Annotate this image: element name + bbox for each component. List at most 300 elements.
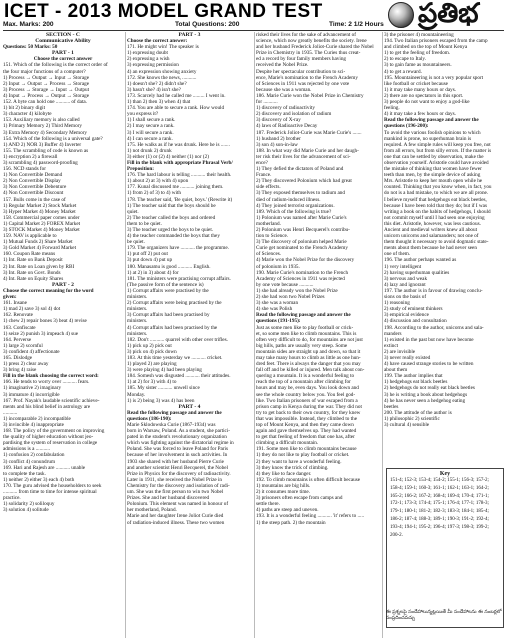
text-line: that was impossible. Instead, they climbed to the: [256, 415, 357, 422]
text-line: them to be quiet.: [127, 220, 162, 227]
text-line: 3) They exposed themselves to radium and: [256, 190, 345, 197]
text-line: may take many hours to climb as little as one hun-: [256, 354, 361, 361]
text-line: Mrs. Aristotle to keep her mouth open while he: [384, 178, 483, 185]
text-line: 4) discussion and consultation: [384, 318, 447, 325]
text-line: 2) They discovered Polonium which had great: [256, 178, 352, 185]
text-line: them thought it necessary to avoid dogmatic state-: [384, 239, 489, 246]
text-line: 3) she was a woman: [256, 300, 299, 307]
text-line: 3) they know the trick of climbing.: [256, 464, 329, 471]
text-line: 3) the prisoner 4) mountaineering: [384, 32, 454, 38]
text-line: 195. Mountaineering is not a very popular sport: [384, 74, 484, 81]
text-line: 3) confident 4) affectionate: [3, 348, 60, 355]
text-line: received the Nobel Prize.: [256, 62, 309, 69]
text-line: Prize in Chemistry in 1935. The Curies thus creat-: [256, 50, 361, 57]
text-line: 3) he is writing a book about hedgehogs: [384, 391, 468, 398]
text-line: manders: [384, 330, 402, 337]
text-line: big hills, paths are usually very steep. Some: [256, 342, 348, 349]
text-line: 4) Corrupt affairs had been practised by the: [127, 324, 218, 331]
text-line: 154. Which of the following is a universal gate?: [3, 135, 103, 142]
text-line: I believe myself that hedgehogs eat black beetles,: [384, 196, 487, 203]
text-line: Ancient and medieval writers knew all about: [384, 227, 478, 233]
text-line: of Sciences.: [256, 251, 282, 258]
text-line: Marie and her daughter Irene Joliot Curie died: [127, 513, 224, 520]
text-line: prison camp in Kenya during the war. They did not: [256, 403, 362, 410]
text-line: 173. Scarcely had he called me ......... I went in.: [127, 92, 226, 99]
text-line: Curie get nominated to the French Academy: [256, 245, 348, 252]
text-line: Chemistry for the discovery and isolation of radi-: [127, 482, 230, 489]
text-line: 2) discovery and isolation of radium: [256, 111, 332, 118]
text-line: 4) I can secure a rank.: [127, 135, 173, 142]
text-line: the mistake of thinking that women have fewer: [384, 166, 482, 173]
text-line: 1) very intelligent: [384, 263, 422, 270]
pratibha-logo: [388, 0, 506, 31]
text-line: 1) at 2) in 3) about 4) for: [127, 269, 179, 276]
text-line: 171. He might win! The speaker is: [127, 44, 199, 51]
text-line: ed a record by four family members having: [256, 56, 347, 63]
text-line: 192. To climb mountains is often difficult because: [256, 476, 361, 483]
text-line: 1) the steep path. 2) the mountain: [256, 519, 326, 526]
text-line: 1) Regular Market 2) Stock Market: [3, 202, 77, 209]
text-line: one of them.: [384, 251, 411, 258]
text-line: sions on the basis of: [384, 294, 427, 301]
text-line: 162. Renovate: [3, 312, 33, 319]
max-marks: Max. Marks: 200: [3, 21, 54, 28]
text-line: Communicative Ability: [35, 38, 91, 45]
text-line: observation yourself. Aristotle could have avoided: [384, 159, 489, 166]
text-line: 1) I shall secure a rank.: [127, 117, 176, 124]
text-line: 1) discovery of radioactivity: [256, 105, 315, 112]
text-line: 1) she had already won the Nobel Prize: [256, 287, 338, 294]
text-line: be quiet.: [127, 239, 145, 246]
text-line: 2) I may secure a rank.: [127, 123, 175, 130]
text-line: 1) large 2) scornful: [3, 342, 43, 349]
text-line: 1) Capital Market 2) FOREX Market: [3, 220, 81, 227]
text-line: PART - 1: [52, 50, 74, 57]
text-line: Prize in Physics for the discovery of radioactivity.: [127, 470, 231, 477]
text-line: 3) discovery of X-ray: [256, 117, 301, 124]
text-line: counted. Thinking that you know when, in fact, you: [384, 184, 492, 191]
column-divider: [254, 32, 255, 638]
text-line: 4) They joined terrorist organizations.: [256, 202, 335, 209]
answer-key-row: 172-1; 173-3; 174-4; 175-1; 176-4; 177-1; 178-3;: [390, 501, 489, 507]
text-line: 2) there are no spectators in this sport.: [384, 92, 464, 99]
answer-key-row: 179-1; 180-1; 181-2; 182-3; 183-3; 184-1; 185-4;: [390, 509, 489, 515]
text-line: 3) Corrupt affairs had been practised by: [127, 312, 210, 319]
answer-key-row: 165-2; 166-2; 167-2; 168-4; 169-4; 170-4; 171-1;: [390, 493, 489, 499]
text-line: 3) scrambling 4) password-proofing: [3, 159, 78, 166]
text-line: died of radium-induced illness.: [256, 196, 321, 203]
text-line: 153. Auxiliary memory is also called: [3, 117, 80, 124]
text-line: 2) study of eminent thinkers: [384, 306, 443, 313]
text-line: because of her involvement in such activities. In: [127, 452, 228, 459]
text-line: 194. Two Italian prisoners escaped from the camp: [384, 38, 488, 45]
text-line: 160. Coupon Rate means: [3, 251, 56, 258]
text-line: Later in 1911, she received the Nobel Prize in: [127, 476, 223, 483]
text-line: pardising the system of reservation in college: [3, 440, 98, 447]
text-line: ministers.: [127, 318, 148, 325]
text-line: science, which now greatly benefits the society. Irene: [256, 38, 367, 45]
text-line: to get that feeling of freedom that one has, after: [256, 434, 355, 441]
text-line: 1) philosophic 2) scientific: [384, 415, 440, 422]
text-line: pated in the student's revolutionary organization: [127, 434, 227, 441]
text-line: of Sciences in 1911 was rejected by one vote: [256, 80, 350, 87]
text-line: 167. Prof. Nayak's laudable scientific achieve-: [3, 397, 100, 404]
text-line: (The passive form of the sentence is): [127, 281, 204, 288]
text-line: 159. NAV is applicable to: [3, 233, 57, 240]
text-line: motherland.: [256, 220, 281, 227]
text-line: dred feet. There is always the danger that you may: [256, 361, 361, 368]
text-line: 1) played 2) are playing: [127, 361, 177, 368]
text-line: 158. Commercial paper comes under: [3, 214, 80, 221]
text-line: about them: [384, 367, 408, 374]
text-line: 198. According to the author, unicorns and sala-: [384, 324, 484, 331]
text-line: 3) never really existed: [384, 354, 431, 361]
text-line: 183. At this time yesterday we ........... cricket.: [127, 354, 223, 361]
text-line: 3) character 4) kilobyte: [3, 111, 52, 118]
text-line: 3) conflict 4) conundrum: [3, 458, 56, 465]
globe-icon: [388, 2, 414, 28]
text-line: 4) laws of Radioactive Decay: [256, 123, 318, 130]
page-title: ICET - 2013 MODEL GRAND TEST: [4, 1, 323, 22]
text-line: 1) imaginative 2) imaginary: [3, 385, 62, 392]
text-line: PART - 4: [178, 403, 201, 410]
text-line: 1) they do not like to play football or cricket.: [256, 452, 350, 459]
text-line: like football or cricket because: [384, 80, 448, 87]
text-line: 1) incomparable 2) incompatible: [3, 415, 71, 422]
text-line: 151. Which of the following is the correct order of: [3, 62, 108, 69]
text-line: 1) to get the feeling of freedom.: [384, 50, 451, 57]
text-line: 1) neither 2) either 3) each 4) both: [3, 476, 75, 483]
text-line: ments and his blind belief in astrology are: [3, 403, 91, 410]
text-line: 3) Gold Market 4) Forward Market: [3, 245, 77, 252]
text-line: Read the following passage and answer the: [256, 312, 351, 319]
text-line: SECTION - C: [46, 32, 80, 38]
text-line: 3) people do not want to enjoy a god-like: [384, 99, 470, 106]
text-line: feeling.: [384, 105, 400, 112]
text-line: and another scientist Henri Becquerel, the Nobel: [127, 464, 228, 471]
text-line: Academy of Sciences in 1911 was rejected: [256, 275, 345, 282]
text-line: beetles: [384, 403, 399, 410]
text-line: like. Two Italian prisoners of war escaped from a: [256, 397, 358, 404]
text-line: 1) hedgehogs eat black beetles: [384, 379, 448, 386]
text-line: et, so some men like to climb mountains. This is: [256, 330, 357, 337]
text-line: 187. Frederick Joliot-Curie was Marie Curie's .......: [256, 129, 362, 136]
text-line: 1) They defied the dictators of Poland and: [256, 166, 344, 173]
text-line: 189. Which of the following is true?: [256, 208, 332, 215]
text-line: required. A few simple rules will keep you free, not: [384, 141, 491, 148]
text-line: 3) The teacher urged the boys to be quiet.: [127, 227, 214, 233]
text-line: 1) confusion 2) confabulation: [3, 452, 65, 459]
text-line: 3) cultural 4) sensible: [384, 422, 430, 428]
text-line: 2) having superhuman qualities: [384, 269, 450, 276]
text-line: 1) bit 2) binary digit: [3, 105, 46, 112]
text-line: because I have been told that they do; but if I was: [384, 202, 487, 209]
text-line: 1) solidarity 2) soliloquy: [3, 501, 55, 508]
text-line: 3) Extra Memory 4) Secondary Memory: [3, 129, 87, 136]
text-line: 4) lazy and ignorant: [384, 281, 426, 288]
text-line: 196. The author perhaps wanted as: [384, 257, 457, 264]
text-line: 3) either (1) or (2) 4) neither (1) nor (2): [127, 153, 209, 160]
text-line: 3) I will secure a rank.: [127, 129, 174, 136]
text-line: which was fighting against the dictatorial regime in: [127, 440, 234, 447]
text-line: 1) it may take many hours or days.: [384, 86, 457, 93]
text-line: ter risk their lives for the advancement of sci-: [256, 153, 351, 160]
text-line: 2) Polonium was Henri Becquerel's contribu-: [256, 227, 350, 233]
text-line: 2) are invisible: [384, 348, 416, 355]
text-line: 2) Corrupt affairs were being practised by the: [127, 300, 222, 307]
text-line: quering a mountain. It is a wonderful feeling to: [256, 373, 355, 380]
text-line: ministers.: [127, 306, 148, 313]
text-line: 180. Manasamu is good ........... English.: [127, 263, 211, 270]
text-line: 191. Some men like to climb mountains because: [256, 446, 357, 453]
text-line: 161. Insane: [3, 300, 27, 307]
page-header: [0, 0, 507, 30]
text-line: 1) encryption 2) a firewall: [3, 153, 58, 160]
text-line: of radiation-induced illness. These two women: [127, 519, 225, 526]
footer-note: ఈ ప్రశ్నలపై సందేహాలున్నట్లయితే మీ సందేహాలను ఈ నంబర్లలో సంప్రదించవచ్చు: [386, 610, 502, 621]
text-line: 1) about 2) at 3) with 4) upon: [127, 178, 189, 185]
text-line: ence, Marie's nomination to the French Academy: [256, 74, 358, 81]
text-line: 1) Polonium was named after Marie Curie's: [256, 214, 347, 221]
text-line: ministers.: [127, 294, 148, 301]
text-line: 182. Don't ........... quarrel with other over trifles.: [127, 336, 228, 343]
text-line: Polonium. This element was named in honour of: [127, 501, 229, 508]
text-line: 4) Non Convertible Discount: [3, 190, 64, 197]
text-line: 3) Non Convertible Debenture: [3, 184, 67, 191]
column-divider: [125, 32, 126, 638]
text-line: 184. Somesh was disgusted ........... their attitudes.: [127, 373, 231, 380]
text-line: 186. Marie Curie won the Nobel Prize in Chemistry: [256, 92, 364, 99]
text-line: 190. Marie Curie's nomination to the French: [256, 269, 349, 276]
text-line: 4) the teacher commanded the boys that they: [127, 233, 220, 240]
text-line: 179. The organizers have ........... the programme.: [127, 245, 229, 252]
text-line: Fill in the blank choosing the correct word:: [3, 373, 99, 380]
text-line: 4) he has never seen a hedgehog eating: [384, 397, 466, 404]
text-line: and her husband Frederick Joliot-Curie shared the Nobel: [256, 44, 374, 51]
column-2: [127, 32, 252, 640]
text-line: from all errors, but from silly errors. If the matter is: [384, 147, 492, 154]
text-line: 166. He tends to worry over ........... fears.: [3, 379, 90, 386]
answer-key-rows: [387, 477, 503, 539]
text-line: see the whole country below you. You feel god-: [256, 391, 356, 398]
text-line: 3) immature 4) incorrigible: [3, 391, 60, 398]
text-line: Read the following passage and answer the: [384, 117, 479, 124]
answer-key-row: 193-4; 194-1; 195-2; 196-4; 197-3; 198-3; 199-2;: [390, 524, 489, 530]
text-line: admissions is a ...........: [3, 446, 50, 453]
text-line: 1) husband 2) brother: [256, 135, 301, 142]
text-line: 155. The scrambling of code is known as: [3, 147, 89, 154]
text-line: 1) at 2) for 3) with 4) to: [127, 379, 177, 386]
column-1: [3, 32, 123, 640]
text-line: 1) existed in the past but now have become: [384, 336, 474, 343]
text-line: 1) reasoning: [384, 300, 410, 307]
text-line: 199. The author implies that: [384, 373, 443, 380]
text-line: Just as some men like to play football or crick-: [256, 324, 354, 331]
header-divider: [3, 30, 504, 31]
text-line: 197. The author is in favour of drawing conclu-: [384, 287, 483, 294]
text-line: tion to Science.: [256, 233, 289, 240]
text-line: Monday.: [127, 391, 146, 398]
text-line: 1) Non Convertible Demand: [3, 172, 63, 179]
text-line: 1) not drunk 2) drunk: [127, 147, 172, 154]
text-line: 174. You are able to secure a rank. How would: [127, 105, 225, 112]
text-line: 2) she had won two Nobel Prizes: [256, 294, 325, 301]
exam-time: Time: 2 1/2 Hours: [329, 21, 384, 28]
text-line: 4) paths are steep and uneven.: [256, 507, 319, 514]
text-line: 188. In what way did Marie Curie and her daugh-: [256, 147, 359, 154]
text-line: 178. The teacher said, 'Be quiet, boys.' (Rewrite it): [127, 196, 233, 203]
text-line: 172. She knows the news, ...........: [127, 74, 197, 81]
text-line: again and gave themselves up. They had wanted: [256, 428, 357, 435]
text-line: to complete the task.: [3, 470, 46, 477]
text-line: 3) were playing 4) had been playing: [127, 367, 202, 374]
text-line: 1) Corrupt affairs were practised by the: [127, 287, 209, 294]
text-line: this diet. Aristotle, however, was less cautious.: [384, 220, 481, 227]
text-line: Despite her spectacular contribution to sci-: [256, 68, 346, 75]
text-line: often very difficult to do, for mountains are not just: [256, 336, 363, 343]
text-line: you express it?: [127, 111, 159, 118]
text-line: one that can be settled by observation, make the: [384, 153, 484, 160]
text-line: settle there.: [256, 501, 280, 508]
text-line: ments about them because he had never seen: [384, 245, 477, 252]
text-line: 1) chew 2) repair bones 3) beat 4) revise: [3, 318, 87, 325]
text-line: 1) seize 2) punish 3) impeach 4) sue: [3, 330, 79, 337]
text-line: 4) they like to face danger.: [256, 470, 312, 477]
text-line: PART - 2: [52, 281, 74, 288]
text-line: 3) pick on 4) pick down: [127, 348, 177, 355]
text-line: 1) Primary Memory 2) Third Memory: [3, 123, 83, 130]
text-line: 4) Int. Rate on Equity Shares: [3, 275, 64, 282]
text-line: 2) expressing a wish: [127, 56, 170, 63]
text-line: climbing a difficult mountain.: [256, 440, 319, 447]
text-line: 3) put down 4) put up: [127, 257, 173, 264]
text-line: 1) put off 2) put out: [127, 251, 168, 258]
text-line: 4) she was Polish: [256, 306, 293, 313]
text-line: Read the following passage and answer the: [127, 409, 222, 416]
text-line: 3) to gain fame as mountaineers.: [384, 62, 452, 69]
text-line: 4) have caused strange stories to be written: [384, 361, 474, 368]
text-line: 176. The hard labour is telling ........... their health.: [127, 172, 232, 179]
column-3: [256, 32, 380, 640]
text-line: 4) Input → Process → Output → Storage: [3, 92, 90, 99]
text-line: side effects.: [256, 184, 281, 191]
text-line: 3) The discovery of polonium helped Marie: [256, 239, 347, 246]
text-line: not commit myself until I had seen one enjoying: [384, 214, 485, 221]
text-line: 165. Dislodge: [3, 354, 33, 361]
text-line: 1) doesn't she? 2) didn't she?: [127, 80, 187, 87]
text-line: 1) expressing doubt: [127, 50, 168, 57]
text-line: 1) Int. Rate on Bank Deposit: [3, 257, 63, 264]
text-line: her motherland, Poland.: [127, 507, 177, 514]
text-line: questions (186-190):: [127, 415, 172, 422]
text-line: Choose the correct answer: [33, 56, 93, 63]
column-divider: [382, 32, 383, 638]
text-line: 2) it consumes more time.: [256, 489, 311, 496]
text-line: Poland. She was forced to leave Poland for Paris: [127, 446, 228, 453]
text-line: hours and may be, even days. You look down and: [256, 385, 359, 392]
text-line: 1) than 2) then 3) when 4) that: [127, 99, 191, 106]
text-line: because she was a woman.: [256, 86, 312, 93]
answer-key-row: 158-4; 159-1; 160-3; 161-1; 162-1; 163-1; 164-2;: [390, 485, 489, 491]
text-line: 200. The attitude of the author is: [384, 409, 452, 416]
text-line: unicorn unicorns and salamanders; not one of: [384, 233, 479, 240]
text-line: teeth than men, by the simple device of asking: [384, 172, 481, 179]
text-line: 1) AND 2) NOR 3) Buffer 4) Inverter: [3, 141, 82, 148]
text-line: 1) Process → Output → Input → Storage: [3, 74, 90, 81]
text-line: the quality of higher education without jeo-: [3, 434, 94, 441]
text-line: and climbed on the top of Mount Kenya: [384, 44, 468, 51]
text-line: 3) Int. Rate on Govt. Bonds: [3, 269, 61, 276]
text-line: top of Mount Kenya, and then they came down: [256, 422, 354, 428]
text-line: 4) an expression showing anxiety: [127, 68, 197, 75]
text-line: 4) to get a reward.: [384, 68, 422, 75]
text-line: 3) son 4) son-in-law: [256, 141, 298, 148]
text-line: 1903 she shared with her husband Pierre Curie: [127, 458, 224, 465]
text-line: 163. Confiscate: [3, 324, 36, 331]
text-line: PART - 3: [178, 32, 201, 38]
text-line: risked their lives for the sake of advancement of: [256, 32, 356, 38]
answer-key-row: 186-2; 187-4; 188-3; 189-1; 190-3; 191-2; 192-4;: [390, 516, 489, 522]
text-line: 168. The policy of the government on improving: [3, 428, 105, 435]
text-line: 3) Hyper Market 4) Money Market: [3, 208, 76, 215]
text-line: 175. He walks as if he was drunk. Here he is .......: [127, 141, 230, 148]
text-line: 4) it may take a few hours or days.: [384, 111, 456, 118]
text-line: 3) solution 4) solitude: [3, 507, 49, 514]
column-4: [384, 32, 505, 466]
text-line: try to get back to their own country, for they knew: [256, 409, 361, 416]
text-line: 2) Input → Output → Process → Storage: [3, 80, 90, 87]
text-line: do not is a bad mistake, to which we are all prone.: [384, 190, 489, 197]
text-line: Prizes. She and her husband discovered: [127, 495, 210, 502]
answer-key-title: Key: [439, 471, 451, 477]
text-line: mountain sides are straight up and down, so that it: [256, 348, 361, 355]
text-line: 1) pick up 2) pick out: [127, 342, 172, 349]
text-line: To avoid the various foolish opinions to which: [384, 129, 481, 136]
text-line: 3) nervous and weak: [384, 275, 428, 282]
text-line: for ...........: [256, 99, 278, 106]
text-line: 2) hedgehogs do not really eat black beetles: [384, 385, 475, 392]
text-line: Choose the correct meaning for the word: [3, 287, 94, 294]
total-questions: Total Questions: 200: [175, 21, 240, 28]
text-line: Fill in the blank with appropriate Phrasal Verb/: [127, 159, 233, 166]
text-line: 156. NCD stands for: [3, 166, 46, 173]
text-line: Questions: 50 Marks: 50: [3, 44, 58, 51]
text-line: 193. It is a wonderful feeling ........... 'it' refers to .....: [256, 513, 365, 520]
answer-key-row: 200-2.: [390, 532, 403, 538]
text-line: Preposition:: [127, 166, 154, 173]
text-line: France.: [256, 172, 272, 179]
text-line: 2) Int. Rate on Loan given by RBI: [3, 263, 75, 270]
text-line: 3) Process → Storage → Input → Output: [3, 86, 90, 93]
text-line: 3) prisoners often escape from camps and: [256, 495, 343, 502]
text-line: ...........: [3, 409, 18, 416]
text-line: born in Warsaw, Poland. As a student, she partici-: [127, 428, 231, 435]
answer-key: [386, 468, 504, 628]
text-line: 1) is 2) being 3) was 4) has been: [127, 397, 195, 404]
text-line: fall off and be killed or injured. Men talk about con-: [256, 367, 365, 374]
text-line: by one vote because ...........: [256, 281, 314, 288]
text-line: 1) mountains are big hills.: [256, 482, 311, 489]
text-line: 3) STOCK Market 4) Money Market: [3, 227, 80, 233]
text-line: ........... from time to time for intense spiritual: [3, 489, 97, 496]
text-line: 152. A byte can hold one ........... of data.: [3, 99, 87, 106]
text-line: 3) bring 4) raise: [3, 367, 37, 374]
text-line: 4) Marie won the Nobel Prize for the discovery: [256, 257, 355, 264]
text-line: questions (191-195):: [256, 318, 301, 325]
text-line: 1) The teacher said that the boys should be: [127, 202, 216, 209]
text-line: Choose the correct answer:: [127, 38, 188, 45]
text-line: 2) they want to have a wonderful feeling.: [256, 458, 342, 465]
